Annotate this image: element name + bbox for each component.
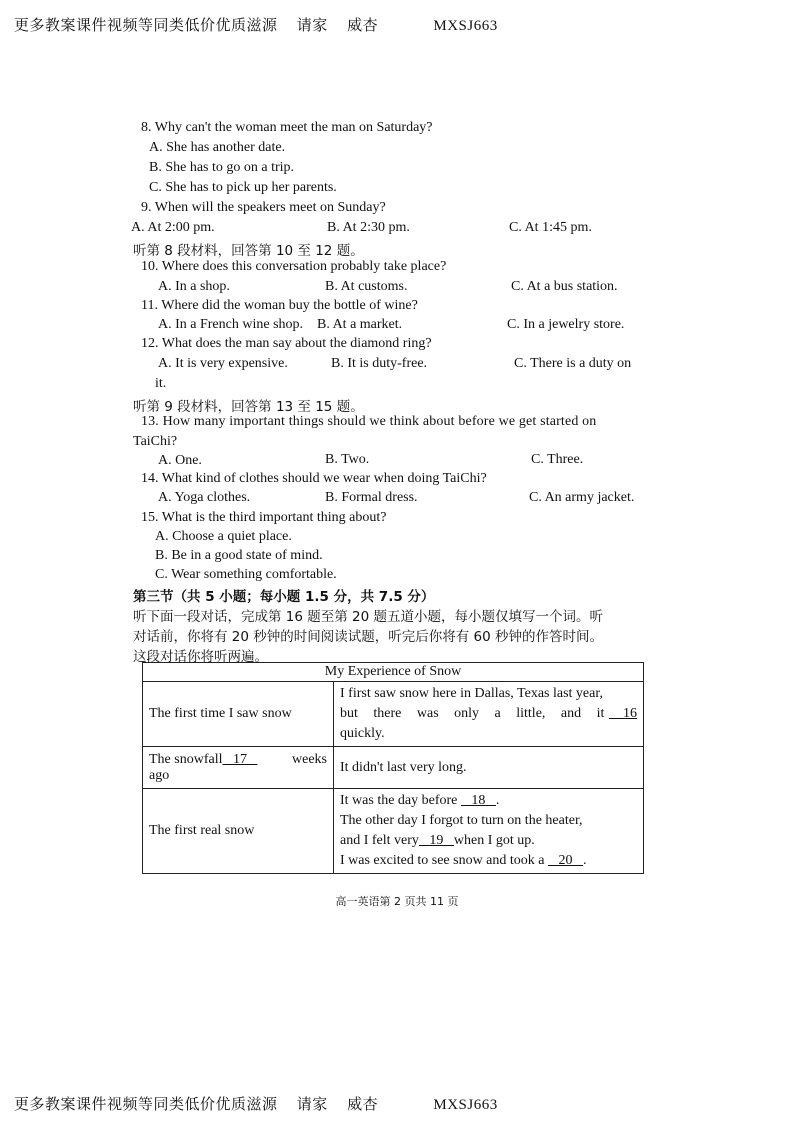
section-8-heading: 听第 8 段材料，回答第 10 至 12 题。 [133,243,364,259]
banner-name: 威杏 [347,1095,379,1113]
page-footer: 高一英语第 2 页共 11 页 [335,895,459,908]
q8-option-b: B. She has to go on a trip. [149,160,295,175]
row1-label: The first time I saw snow [143,682,334,747]
row3-line3 [340,831,637,851]
blank-19-number: 19 [429,833,444,848]
row3-line2: The other day I forgot to turn on the heater, [340,813,583,828]
row3-label: The first real snow [143,789,334,874]
row1-line2-text: but there was only a little, and it [340,706,605,721]
q11-option-a: A. In a French wine shop. [158,317,304,332]
table-title: My Experience of Snow [143,663,644,682]
blank-19 [419,833,454,848]
row2-label-ago: ago [149,767,170,783]
q12-option-a: A. It is very expensive. [158,356,288,371]
q14-stem: 14. What kind of clothes should we wear when doing TaiChi? [141,471,487,486]
top-banner [14,14,512,35]
snow-experience-table [142,662,644,874]
banner-ask: 请家 [296,16,328,34]
banner-code: MXSJ663 [433,18,498,34]
banner-text: 更多教案课件视频等同类低价优质滋源 [14,1095,278,1113]
q10-option-a: A. In a shop. [158,279,230,294]
row3-line4-text: I was excited to see snow and took a [340,853,545,868]
q12-option-c-cont: it. [155,376,167,391]
q15-option-b: B. Be in a good state of mind. [155,548,323,563]
row2-label-text: The snowfall [149,751,223,767]
part3-instruction-1: 听下面一段对话，完成第 16 题至第 20 题五道小题，每小题仅填写一个词。听 [133,609,604,625]
q8-stem: 8. Why can't the woman meet the man on Saturday? [141,120,433,135]
q12-option-b: B. It is duty-free. [331,356,428,371]
banner-name: 威杏 [347,16,379,34]
q10-option-c: C. At a bus station. [511,279,618,294]
row2-label-weeks: weeks [292,751,327,767]
q14-option-b: B. Formal dress. [325,490,418,505]
q11-option-c: C. In a jewelry store. [507,317,625,332]
q15-option-a: A. Choose a quiet place. [155,529,292,544]
banner-text: 更多教案课件视频等同类低价优质滋源 [14,16,278,34]
q11-stem: 11. Where did the woman buy the bottle of wine? [141,298,418,313]
part3-heading: 第三节（共 5 小题；每小题 1.5 分，共 7.5 分） [133,589,435,605]
blank-18-number: 18 [471,793,486,808]
part3-instruction-3: 这段对话你将听两遍。 [133,649,268,665]
section-9-heading: 听第 9 段材料，回答第 13 至 15 题。 [133,399,364,415]
q13-option-b: B. Two. [325,452,370,467]
q8-option-c: C. She has to pick up her parents. [149,180,337,195]
q13-stem-cont: TaiChi? [133,434,178,449]
row2-content: It didn't last very long. [334,747,644,789]
row3-line1-text: It was the day before [340,793,458,808]
blank-20-number: 20 [558,853,573,868]
row2-label [143,747,334,789]
banner-code: MXSJ663 [433,1097,498,1113]
row3-content [334,789,644,874]
q9-option-b: B. At 2:30 pm. [327,220,410,235]
q11-option-b: B. At a market. [317,317,403,332]
blank-17 [222,752,257,767]
bottom-banner [14,1093,512,1114]
q15-option-c: C. Wear something comfortable. [155,567,337,582]
q15-stem: 15. What is the third important thing about? [141,510,387,525]
q10-option-b: B. At customs. [325,279,408,294]
q8-option-a: A. She has another date. [149,140,286,155]
blank-18 [461,793,496,808]
q12-stem: 12. What does the man say about the diamond ring? [141,336,432,351]
q14-option-a: A. Yoga clothes. [158,490,251,505]
q13-option-a: A. One. [158,453,202,468]
banner-ask: 请家 [296,1095,328,1113]
blank-20 [548,853,583,868]
blank-17-number: 17 [232,751,247,767]
row1-content [334,682,644,747]
q13-option-c: C. Three. [531,452,584,467]
q9-option-a: A. At 2:00 pm. [131,220,215,235]
row2-label-line1 [149,752,327,768]
part3-instruction-2: 对话前，你将有 20 秒钟的时间阅读试题，听完后你将有 60 秒钟的作答时间。 [133,629,604,645]
row1-line1: I first saw snow here in Dallas, Texas last year, [340,686,603,701]
row3-line1 [340,791,637,811]
q12-option-c: C. There is a duty on [514,356,632,371]
q14-option-c: C. An army jacket. [529,490,635,505]
row3-line4 [340,851,637,871]
blank-16 [609,704,637,724]
blank-16-number: 16 [623,706,637,721]
row3-line3-end: when I got up. [453,833,535,848]
row3-line3-text: and I felt very [340,833,419,848]
row3-line4-end: . [583,853,587,868]
q10-stem: 10. Where does this conversation probably take place? [141,259,447,274]
row1-line3: quickly. [340,726,385,741]
q13-stem: 13. How many important things should we think about before we get started on [141,414,597,429]
row1-line2 [340,704,637,724]
row3-line1-end: . [495,793,500,808]
q9-stem: 9. When will the speakers meet on Sunday? [141,200,386,215]
q9-option-c: C. At 1:45 pm. [509,220,592,235]
